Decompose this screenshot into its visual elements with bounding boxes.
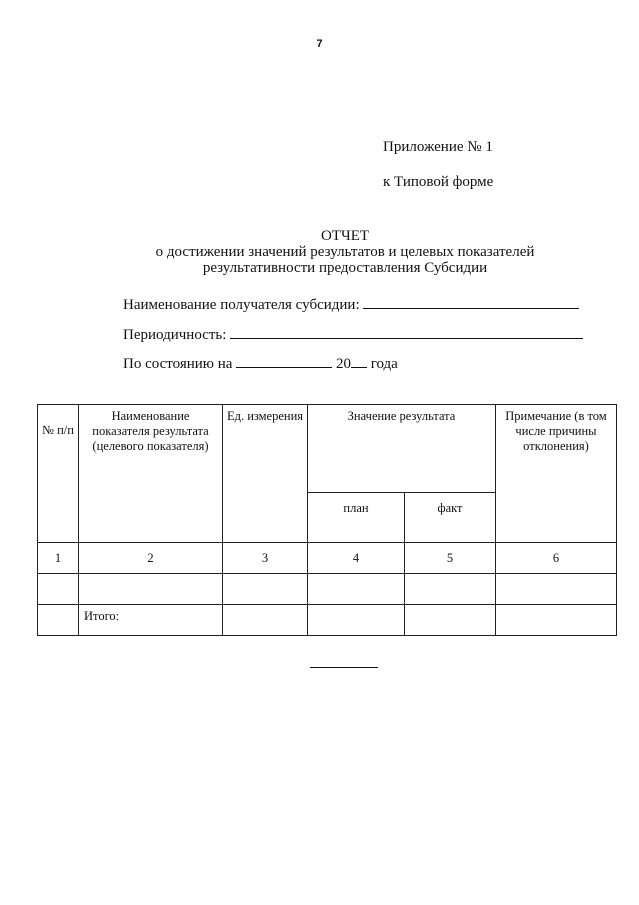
table-row (38, 574, 617, 605)
col-num-5: 5 (405, 543, 496, 574)
col-num-2: 2 (79, 543, 223, 574)
table-cell[interactable] (79, 574, 223, 605)
table-cell[interactable] (38, 605, 79, 636)
table-cell[interactable] (38, 574, 79, 605)
report-table (37, 404, 617, 636)
date-blank[interactable] (236, 353, 332, 368)
table-cell[interactable] (405, 605, 496, 636)
year-blank[interactable] (351, 353, 367, 368)
header-unit: Ед. измерения (223, 405, 308, 543)
year-suffix: года (370, 356, 398, 372)
page-number: 7 (316, 38, 323, 50)
col-num-3: 3 (223, 543, 308, 574)
table-cell[interactable] (496, 574, 617, 605)
total-label: Итого: (79, 605, 223, 636)
state-label: По состоянию на (123, 356, 233, 372)
header-fact: факт (405, 493, 496, 543)
state-date-field (123, 353, 398, 373)
period-blank[interactable] (230, 324, 583, 339)
period-field (123, 324, 583, 344)
report-title: ОТЧЕТ (320, 228, 370, 244)
appendix-line-2: к Типовой форме (383, 174, 494, 190)
table-cell[interactable] (223, 605, 308, 636)
col-num-4: 4 (308, 543, 405, 574)
end-divider (310, 667, 378, 668)
header-num: № п/п (38, 405, 79, 543)
header-value: Значение результата (308, 405, 496, 493)
table-header-row (38, 405, 617, 493)
table-cell[interactable] (223, 574, 308, 605)
column-number-row (38, 543, 617, 574)
table-cell[interactable] (496, 605, 617, 636)
table-cell[interactable] (308, 574, 405, 605)
recipient-label: Наименование получателя субсидии: (123, 297, 360, 313)
report-subtitle-line-2: результативности предоставления Субсидии (202, 260, 488, 276)
period-label: Периодичность: (123, 327, 227, 343)
col-num-1: 1 (38, 543, 79, 574)
table-cell[interactable] (405, 574, 496, 605)
total-row (38, 605, 617, 636)
year-prefix: 20 (335, 356, 351, 372)
col-num-6: 6 (496, 543, 617, 574)
appendix-line-1: Приложение № 1 (383, 139, 493, 155)
table-cell[interactable] (308, 605, 405, 636)
header-plan: план (308, 493, 405, 543)
header-name: Наименование показателя результата (целевого показателя) (79, 405, 223, 543)
recipient-field (123, 294, 579, 314)
recipient-blank[interactable] (363, 294, 579, 309)
report-subtitle-line-1: о достижении значений результатов и целевых показателей (155, 244, 535, 260)
header-note: Примечание (в том числе причины отклонения) (496, 405, 617, 543)
